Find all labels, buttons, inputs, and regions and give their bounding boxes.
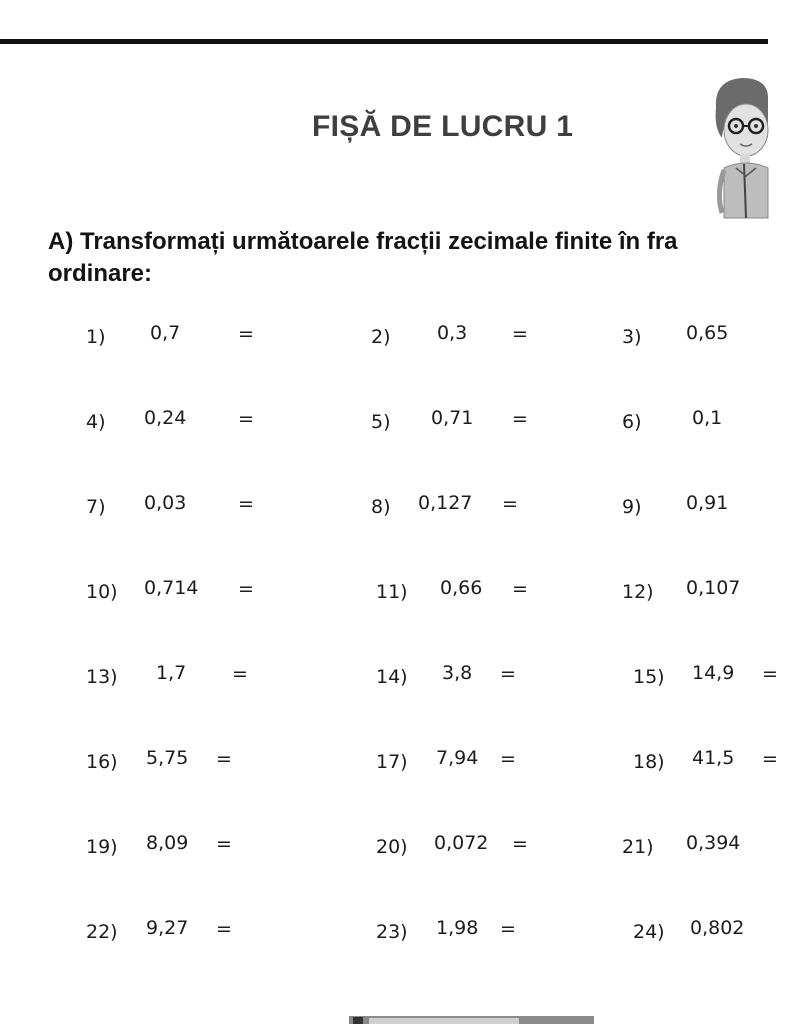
decimal-value: 0,714 bbox=[144, 577, 199, 599]
equals-sign: = bbox=[512, 578, 528, 600]
equals-sign: = bbox=[512, 408, 528, 430]
teacher-illustration bbox=[706, 68, 768, 218]
equals-sign: = bbox=[762, 663, 778, 685]
equals-sign: = bbox=[216, 833, 232, 855]
exercise-number: 4) bbox=[86, 411, 106, 433]
exercise-number: 2) bbox=[371, 326, 391, 348]
equals-sign: = bbox=[502, 493, 518, 515]
decimal-value: 0,24 bbox=[144, 407, 187, 429]
exercise-number: 14) bbox=[376, 666, 408, 688]
decimal-value: 14,9 bbox=[692, 662, 735, 684]
exercise-number: 6) bbox=[622, 411, 642, 433]
exercise-number: 16) bbox=[86, 751, 118, 773]
bottom-image-fragment bbox=[349, 1016, 594, 1024]
exercise-number: 8) bbox=[371, 496, 391, 518]
exercise-number: 18) bbox=[633, 751, 665, 773]
decimal-value: 7,94 bbox=[436, 747, 479, 769]
decimal-value: 3,8 bbox=[442, 662, 473, 684]
decimal-value: 0,1 bbox=[692, 407, 723, 429]
equals-sign: = bbox=[512, 833, 528, 855]
exercise-number: 24) bbox=[633, 921, 665, 943]
exercise-number: 21) bbox=[622, 836, 654, 858]
decimal-value: 1,7 bbox=[156, 662, 187, 684]
exercise-number: 3) bbox=[622, 326, 642, 348]
exercise-number: 13) bbox=[86, 666, 118, 688]
exercise-number: 1) bbox=[86, 326, 106, 348]
equals-sign: = bbox=[512, 323, 528, 345]
equals-sign: = bbox=[762, 748, 778, 770]
instruction-line-2: ordinare: bbox=[48, 260, 153, 287]
decimal-value: 0,91 bbox=[686, 492, 729, 514]
decimal-value: 41,5 bbox=[692, 747, 735, 769]
top-divider bbox=[0, 39, 768, 44]
decimal-value: 0,394 bbox=[686, 832, 741, 854]
exercise-number: 19) bbox=[86, 836, 118, 858]
equals-sign: = bbox=[500, 663, 516, 685]
exercise-number: 9) bbox=[622, 496, 642, 518]
equals-sign: = bbox=[216, 748, 232, 770]
equals-sign: = bbox=[238, 578, 254, 600]
exercise-number: 23) bbox=[376, 921, 408, 943]
exercise-number: 10) bbox=[86, 581, 118, 603]
decimal-value: 0,3 bbox=[437, 322, 468, 344]
equals-sign: = bbox=[216, 918, 232, 940]
exercise-number: 5) bbox=[371, 411, 391, 433]
exercise-number: 17) bbox=[376, 751, 408, 773]
decimal-value: 5,75 bbox=[146, 747, 189, 769]
decimal-value: 8,09 bbox=[146, 832, 189, 854]
instruction-line-1: A) Transformați următoarele fracții zecimale finite în fra bbox=[48, 228, 678, 255]
equals-sign: = bbox=[238, 493, 254, 515]
equals-sign: = bbox=[500, 748, 516, 770]
equals-sign: = bbox=[238, 408, 254, 430]
decimal-value: 9,27 bbox=[146, 917, 189, 939]
decimal-value: 0,072 bbox=[434, 832, 489, 854]
decimal-value: 1,98 bbox=[436, 917, 479, 939]
decimal-value: 0,71 bbox=[431, 407, 474, 429]
exercise-number: 7) bbox=[86, 496, 106, 518]
decimal-value: 0,107 bbox=[686, 577, 741, 599]
exercise-number: 15) bbox=[633, 666, 665, 688]
exercise-number: 12) bbox=[622, 581, 654, 603]
exercise-number: 11) bbox=[376, 581, 408, 603]
decimal-value: 0,65 bbox=[686, 322, 729, 344]
decimal-value: 0,7 bbox=[150, 322, 181, 344]
decimal-value: 0,127 bbox=[418, 492, 473, 514]
decimal-value: 0,802 bbox=[690, 917, 745, 939]
equals-sign: = bbox=[238, 323, 254, 345]
exercise-number: 22) bbox=[86, 921, 118, 943]
equals-sign: = bbox=[232, 663, 248, 685]
worksheet-title: FIȘĂ DE LUCRU 1 bbox=[312, 110, 574, 143]
instruction-text bbox=[48, 226, 788, 290]
equals-sign: = bbox=[500, 918, 516, 940]
exercise-number: 20) bbox=[376, 836, 408, 858]
decimal-value: 0,66 bbox=[440, 577, 483, 599]
decimal-value: 0,03 bbox=[144, 492, 187, 514]
